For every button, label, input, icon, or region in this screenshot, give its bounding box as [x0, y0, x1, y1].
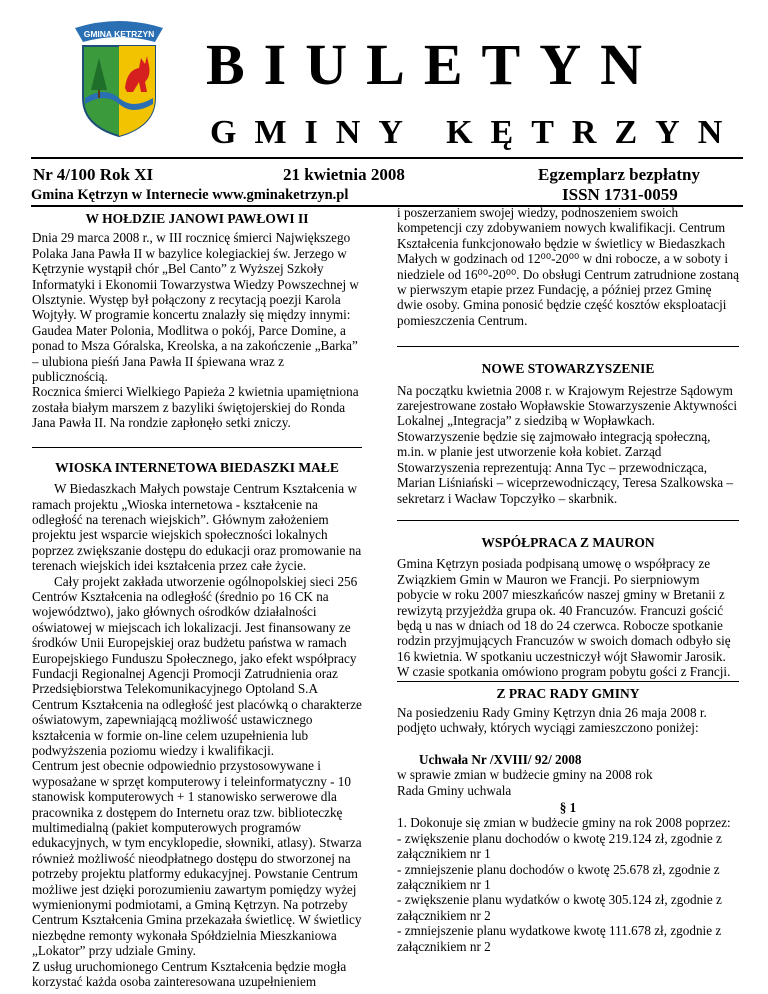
free-copy-label: Egzemplarz bezpłatny [538, 165, 700, 184]
article-body-jan-pawel-2: Rocznica śmierci Wielkiego Papieża 2 kwietnia upamiętniona została białym marszem z bazyliki świętojerskiej do Ronda Jana Pawła II. Na rondzie zapłonęło setki zniczy. [32, 384, 359, 431]
article-body-wioska-2: Cały projekt zakłada utworzenie ogólnopolskiej sieci 256 Centrów Kształcenia na odległość (średnio po 16 CK na województwo), jako głównych ośrodków działalności oświatowej w miejscach ich lokalizacji. Jest finansowany ze środków Unii Europejskiej oraz budżetu państwa w ramach Europejskiego Funduszu Społecznego, jako efekt współpracy Fundacji Regionalnej Agencji Promocji Zatrudnienia oraz Przedsiębiorstwa Telekomunikacyjnego Optoland S.A Centrum Kształcenia na odległość jest placówką o charakterze oświatowym, zapewniającą możliwość ustawicznego kształcenia w formie on-line celem uzupełnienia lub podwyższenia poziomu wiedzy i kwalifikacji. [32, 573, 362, 758]
article-title-wioska: WIOSKA INTERNETOWA BIEDASZKI MAŁE [55, 459, 339, 475]
article-body-wioska-1: W Biedaszkach Małych powstaje Centrum Kształcenia w ramach projektu „Wioska internetowa - kształcenie na odległość na terenach wiejskich”. Głównym założeniem projektu jest wsparcie wiejskich społeczności lokalnych poprzez zwiększanie dostępu do edukacji oraz promowanie na terenach wiejskich idei kształcenia przez całe życie. [32, 481, 362, 574]
publication-title: BIULETYN [206, 32, 661, 97]
resolution-item: - zmniejszenie planu dochodów o kwotę 25.678 zł, zgodnie z załącznikiem nr 1 [397, 861, 720, 893]
svg-text:GMINA KĘTRZYN: GMINA KĘTRZYN [83, 29, 155, 39]
article-body-wioska-4: Z usług uruchomionego Centrum Kształcenia będzie mogła korzystać każda osoba zainteresowana uzupełnieniem [32, 958, 347, 990]
article-continuation-wioska: i poszerzaniem swojej wiedzy, podnoszeniem swoich kompetencji czy zdobywaniem nowych kwalifikacji. Centrum Kształcenia funkcjonowało będzie w świetlicy w Biedaszkach Małych w godzinach od 12⁰⁰-20⁰⁰ w dni robocze, a w soboty i niedziele od 16⁰⁰-20⁰⁰. Do obsługi Centrum zatrudnione zostaną w pierwszym etapie przez Fundację, a później przez Gminę dwie osoby. Gmina ponosić będzie część kosztów eksploatacji pomieszczenia Centrum. [397, 205, 739, 328]
article-body-jan-pawel: Dnia 29 marca 2008 r., w III rocznicę śmierci Największego Polaka Jana Pawła II w bazylice kolegiackiej św. Jerzego w Kętrzynie wystąpił chór „Bel Canto” z Wyższej Szkoły Informatyki i Ekonomii Towarzystwa Wiedzy Powszechnej w Olsztynie. Występ był połączony z recytacją poezji Karola Wojtyły. W programie koncertu znalazły się między innymi: Gaudea Mater Polonia, Modlitwa o pokój, Parce Domine, a ponad to Msza Góralska, Kreolska, a na zakończenie „Barka” – ulubiona pieśń Jana Pawła II śpiewana wraz z publicznością. [32, 230, 359, 385]
article-divider [397, 681, 739, 682]
article-body-wioska-3: Centrum jest obecnie odpowiednio przystosowywane i wyposażane w sprzęt komputerowy i teleinformatyczny - 10 stanowisk komputerowych + 1 stanowisko serwerowe dla pracownika z dostępem do Internetu oraz tzw. biblioteczkę multimedialną (pakiet komputerowych programów edukacyjnych, w tym encyklopedie, słowniki, atlasy). Stwarza również możliwość nieodpłatnego dostępu do stworzonej na potrzeby projektu platformy edukacyjnej. Powstanie Centrum możliwe jest dzięki porozumieniu zawartym pomiędzy wyżej wymienionymi podmiotami, a Gminą Kętrzyn. Na potrzeby Centrum Kształcenia Gmina przekazała świetlicę. W świetlicy niezbędne remonty wykonała Spółdzielnia Mieszkaniowa „Lokator” przy udziale Gminy. [32, 758, 362, 959]
issue-number: Nr 4/100 Rok XI [33, 165, 154, 184]
issn: ISSN 1731-0059 [562, 185, 678, 204]
left-column [32, 210, 362, 990]
right-column [397, 205, 739, 954]
article-body-stowarzyszenie: Na początku kwietnia 2008 r. w Krajowym Rejestrze Sądowym zarejestrowane zostało Wopławskie Stowarzyszenie Aktywności Lokalnej „Integracja” z siedzibą w Wopławkach. Stowarzyszenie będzie się zajmowało integracją społeczną, m.in. w planie jest utworzenie koła kobiet. Zarząd Stowarzyszenia reprezentują: Anna Tyc – przewodnicząca, Marian Liśniański – wiceprzewodniczący, Teresa Szalkowska – sekretarz i Wacław Topczyłko – skarbnik. [397, 382, 738, 506]
resolution-item: - zmniejszenie planu wydatkowe kwotę 111.678 zł, zgodnie z załącznikiem nr 2 [397, 923, 722, 954]
article-intro-rada-gminy: Na posiedzeniu Rady Gminy Kętrzyn dnia 26 maja 2008 r. podjęto uchwały, których wyciągi zamieszczono poniżej: [397, 704, 707, 736]
article-divider [397, 346, 739, 347]
resolution-paragraph-mark: § 1 [559, 800, 577, 815]
article-title-stowarzyszenie: NOWE STOWARZYSZENIE [481, 361, 655, 377]
article-title-mauron: WSPÓŁPRACA Z MAURON [481, 534, 655, 550]
website-line: Gmina Kętrzyn w Internecie www.gminaketrzyn.pl [31, 187, 349, 203]
article-title-jan-pawel: W HOŁDZIE JANOWI PAWŁOWI II [85, 211, 309, 226]
article-divider [32, 447, 362, 448]
article-divider [397, 520, 739, 521]
publication-subtitle: GMINY KĘTRZYN [210, 114, 741, 151]
resolution-item: - zwiększenie planu dochodów o kwotę 219.124 zł, zgodnie z załącznikiem nr 1 [397, 830, 722, 862]
gmina-ketrzyn-crest-logo [55, 18, 183, 138]
resolution-council: Rada Gminy uchwala [397, 782, 512, 798]
resolution-item: - zwiększenie planu wydatków o kwotę 305.124 zł, zgodnie z załącznikiem nr 2 [397, 892, 722, 923]
article-title-rada-gminy: Z PRAC RADY GMINY [496, 685, 640, 701]
resolution-subject: w sprawie zmian w budżecie gminy na 2008 rok [397, 767, 653, 783]
issue-date: 21 kwietnia 2008 [283, 165, 405, 184]
resolution-title: Uchwała Nr /XVIII/ 92/ 2008 [419, 751, 582, 767]
header-divider-top [31, 157, 743, 159]
article-body-mauron: Gmina Kętrzyn posiada podpisaną umowę o współpracy ze Związkiem Gmin w Mauron we Francji. Po sierpniowym pobycie w roku 2007 mieszkańców naszej gminy w Bretanii z rewizytą przyjeżdża grupa ok. 40 Francuzów. Francuzi gościć będą u nas w dniach od 18 do 24 czerwca. Robocze spotkanie rodzin przyjmujących Francuzów w swoich domach odbyło się 16 kwietnia. W spotkaniu uczestniczył wójt Sławomir Jarosik. W czasie spotkania omówiono program pobytu gości z Francji. [397, 556, 731, 680]
resolution-item: 1. Dokonuje się zmian w budżecie gminy na rok 2008 poprzez: [397, 815, 731, 831]
